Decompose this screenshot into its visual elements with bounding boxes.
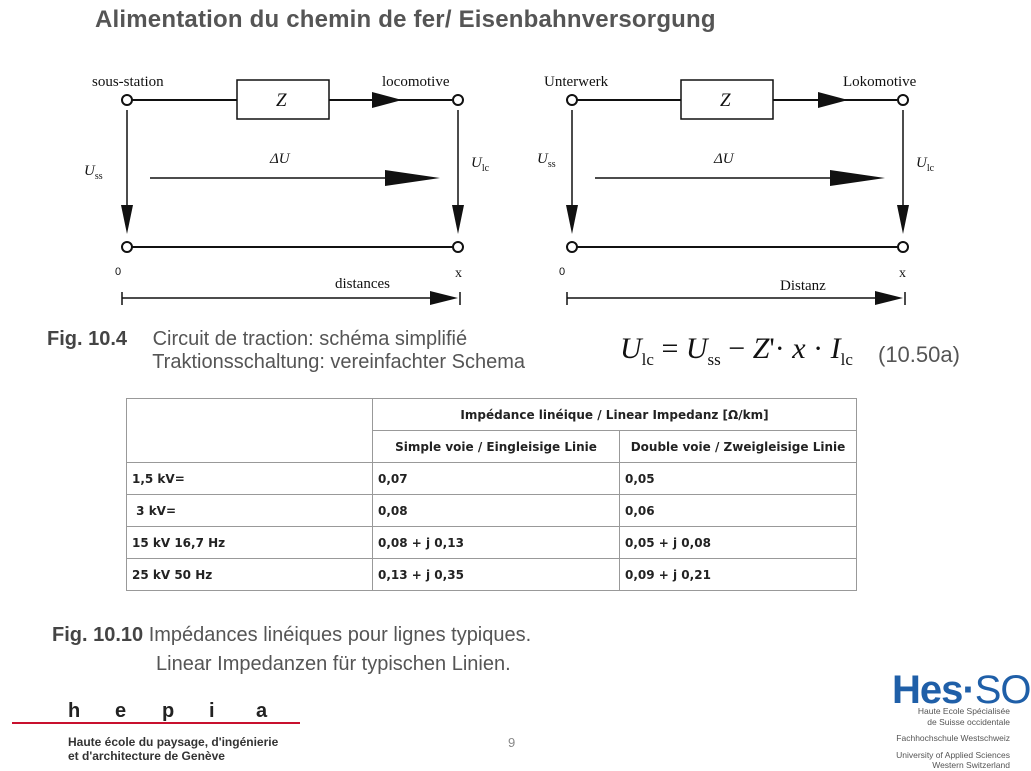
fig-10-4-line2: Traktionsschaltung: vereinfachter Schema <box>152 351 525 373</box>
cell-double: 0,06 <box>620 495 857 527</box>
table-row <box>127 527 857 559</box>
cell-double: 0,05 + j 0,08 <box>620 527 857 559</box>
terminal-node <box>122 95 132 105</box>
impedance-table <box>126 398 857 591</box>
equation-number: (10.50a) <box>878 342 960 367</box>
label-locomotive: locomotive <box>382 74 450 90</box>
cell-single: 0,13 + j 0,35 <box>373 559 620 591</box>
terminal-node <box>567 95 577 105</box>
label-origin: 0 <box>559 266 566 278</box>
fig-10-10-caption <box>52 621 531 679</box>
table-header-main: Impédance linéique / Linear Impedanz [Ω/km] <box>373 399 857 431</box>
fig-10-4-label: Fig. 10.4 <box>47 328 128 350</box>
label-substation: Unterwerk <box>544 74 609 90</box>
label-distance-axis: distances <box>335 276 390 292</box>
row-label: 1,5 kV= <box>127 463 373 495</box>
hepia-logo: h e p i a <box>68 700 268 722</box>
label-impedance: Z <box>276 90 287 111</box>
terminal-node <box>898 95 908 105</box>
label-substation: sous-station <box>92 74 164 90</box>
label-voltage-drop: ΔU <box>270 151 290 167</box>
terminal-node <box>453 95 463 105</box>
cell-single: 0,08 <box>373 495 620 527</box>
label-ulc: $U_{lc}$ <box>471 155 490 174</box>
label-ulc: $U_{lc}$ <box>916 155 935 174</box>
row-label: 25 kV 50 Hz <box>127 559 373 591</box>
table-row <box>127 559 857 591</box>
diagram-fr <box>84 74 490 305</box>
table-row <box>127 495 857 527</box>
row-label: 3 kV= <box>127 495 373 527</box>
label-voltage-drop: ΔU <box>714 151 734 167</box>
label-impedance: Z <box>720 90 731 111</box>
page-number: 9 <box>508 735 516 750</box>
slide-title: Alimentation du chemin de fer/ Eisenbahnversorgung <box>95 6 716 33</box>
fig-10-4-line1: Circuit de traction: schéma simplifié <box>152 328 468 350</box>
cell-single: 0,07 <box>373 463 620 495</box>
hepia-name: Haute école du paysage, d'ingénierie et d'architecture de Genève <box>68 735 279 763</box>
cell-double: 0,09 + j 0,21 <box>620 559 857 591</box>
terminal-node <box>567 242 577 252</box>
label-distance-axis: Distanz <box>780 278 826 294</box>
terminal-node <box>453 242 463 252</box>
label-origin: 0 <box>115 266 122 278</box>
table-header-single: Simple voie / Eingleisige Linie <box>373 431 620 463</box>
row-label: 15 kV 16,7 Hz <box>127 527 373 559</box>
label-uss: $U_{ss}$ <box>537 151 556 170</box>
label-x: x <box>455 266 462 281</box>
fig-10-4-caption <box>47 328 525 374</box>
table-header-double: Double voie / Zweigleisige Linie <box>620 431 857 463</box>
label-uss: $U_{ss}$ <box>84 163 103 182</box>
table-header-row <box>127 399 857 431</box>
label-locomotive: Lokomotive <box>843 74 917 90</box>
label-x: x <box>899 266 906 281</box>
diagram-de <box>537 74 935 305</box>
equation-10-50a: $U_{lc} = U_{ss} - Z'\cdot x \cdot I_{lc}$ <box>620 332 853 369</box>
terminal-node <box>898 242 908 252</box>
hes-so-name: Haute Ecole Spécialisée de Suisse occidentale Fachhochschule Westschweiz University of Applied Sciences Western Switzerland <box>896 706 1010 770</box>
cell-double: 0,05 <box>620 463 857 495</box>
terminal-node <box>122 242 132 252</box>
cell-single: 0,08 + j 0,13 <box>373 527 620 559</box>
circuit-diagrams <box>0 0 1024 320</box>
fig-10-10-label: Fig. 10.10 <box>52 624 144 646</box>
table-corner-cell <box>127 399 373 463</box>
fig-10-10-line2: Linear Impedanzen für typischen Linien. <box>156 653 511 675</box>
table-row <box>127 463 857 495</box>
hes-so-logo: Hes·SO <box>892 668 1031 712</box>
fig-10-10-line1: Impédances linéiques pour lignes typiques. <box>148 624 532 646</box>
